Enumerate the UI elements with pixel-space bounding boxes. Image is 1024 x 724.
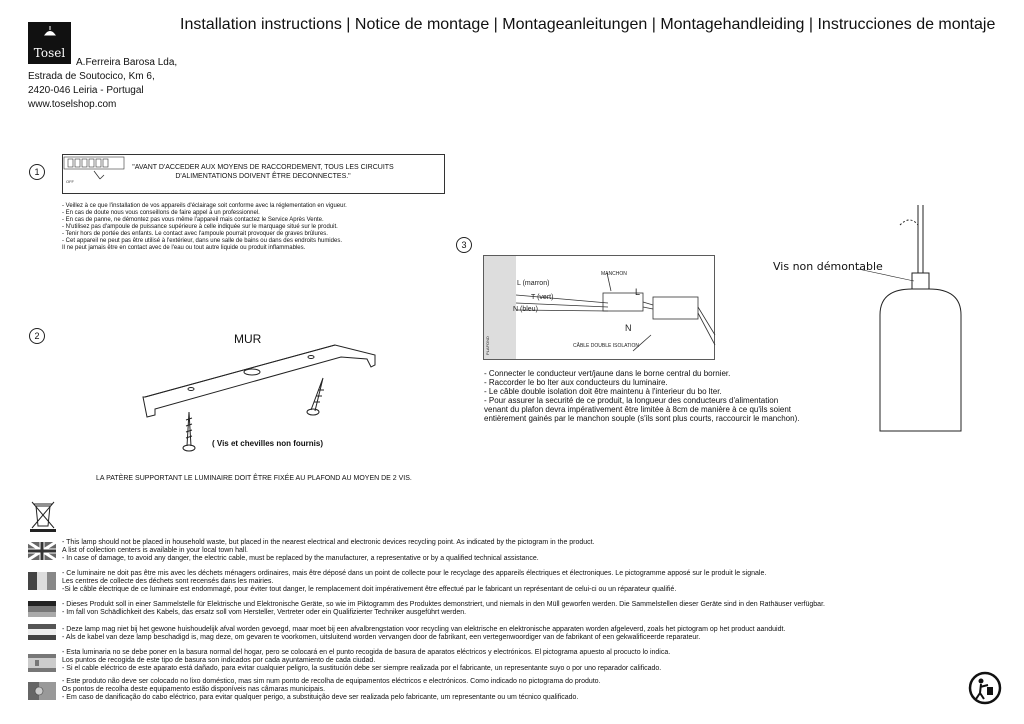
manchon-label: MANCHON — [601, 271, 627, 277]
safety-item: - Tenir hors de portée des enfants. Le contact avec l'ampoule pourrait provoquer de graves brûlures. — [62, 231, 328, 237]
warning-text: "AVANT D'ACCEDER AUX MOYENS DE RACCORDEMENT, TOUS LES CIRCUITS D'ALIMENTATIONS DOIVENT ÊTRE DECONNECTES." — [132, 164, 394, 180]
uk-flag-icon — [28, 542, 56, 560]
wiring-instruction-line: - Connecter le conducteur vert/jaune dans le borne central du bornier. — [484, 369, 731, 378]
spain-flag-icon — [28, 654, 56, 672]
company-city: 2420-046 Leiria - Portugal — [28, 85, 144, 96]
recycling-line: - Em caso de danificação do cabo eléctrico, para evitar qualquer perigo, a substituição deve ser realizada pelo fabricante, um representante ou um técnico qualificado. — [62, 694, 579, 701]
france-flag-icon — [28, 572, 56, 590]
company-website: www.toselshop.com — [28, 99, 117, 110]
recycle-person-icon — [968, 671, 1002, 705]
recycling-line: - In case of damage, to avoid any danger, the electric cable, must be replaced by the manufacturer, a representative or by a qualified technical assistance. — [62, 555, 539, 562]
recycling-text-en — [62, 539, 952, 563]
document-title: Installation instructions | Notice de montage | Montageanleitungen | Montagehandleiding | Instrucciones de montaje — [180, 16, 996, 33]
double-insulation-cable-label: CÂBLE DOUBLE ISOLATION — [573, 343, 640, 349]
netherlands-flag-icon — [28, 624, 56, 640]
recycling-line: - Esta luminaria no se debe poner en la basura normal del hogar, pero se colocará en el punto recogida de basura de aparatos eléctricos y electrónicos. El pictograma apuesto al procucto lo indica. — [62, 649, 671, 656]
germany-flag-icon — [28, 601, 56, 617]
recycling-text-es — [62, 649, 952, 673]
wiring-instruction-line: - Raccorder le bo lter aux conducteurs du luminaire. — [484, 378, 668, 387]
switch-off-label: OFF — [66, 179, 74, 184]
safety-item: - Veillez à ce que l'installation de vos appareils d'éclairage soit conforme avec la réglementation en vigueur. — [62, 203, 347, 209]
step-2-badge: 2 — [29, 328, 45, 344]
recycling-line: - Im fall von Schädlichkeit des Kabels, das ersatz soll vom Hersteller, Vertreter oder ein Qualifizierter Techniker ausgeführt werden. — [62, 609, 467, 616]
wire-t-vert-label: T (vert) — [531, 294, 554, 301]
safety-list — [62, 203, 442, 252]
recycling-text-fr — [62, 570, 952, 594]
plafond-label: PLAFOND — [485, 336, 490, 355]
wiring-diagram — [483, 255, 715, 360]
step-1-badge: 1 — [29, 164, 45, 180]
recycling-line: - Ce luminaire ne doit pas être mis avec les déchets ménagers ordinaires, mais être déposé dans un point de collecte pour le recyclage des appareils électriques et électroniques. Le pictogramme apposé sur le produit le signale. — [62, 570, 767, 577]
wiring-instruction-line: venant du plafon devra impérativement être limitée à 8cm de manière à ce qu'ils soient — [484, 405, 792, 414]
bracket-fixing-note: LA PATÈRE SUPPORTANT LE LUMINAIRE DOIT ÊTRE FIXÉE AU PLAFOND AU MOYEN DE 2 VIS. — [96, 475, 412, 482]
recycling-line: - Este produto não deve ser colocado no lixo doméstico, mas sim num ponto de recolha de equipamentos eléctricos e electrónicos. Como indicado no pictograma do produto. — [62, 678, 601, 685]
wiring-instruction-line: entièrement gainés par le manchon souple (s'ils sont plus courts, raccourcir le manchon). — [484, 414, 800, 423]
wire-n-bleu-label: N (bleu) — [513, 306, 538, 313]
recycling-line: - Als de kabel van deze lamp beschadigd is, mag deze, om gevaren te voorkomen, uitsluitend worden vervangen door de fabrikant, een vertegenwoordiger van de fabrikant of een gekwalificeerde reparateur. — [62, 634, 701, 641]
company-name: A.Ferreira Barosa Lda, — [76, 57, 178, 68]
recycling-line: Les centres de collecte des déchets sont recensés dans les mairies. — [62, 578, 274, 585]
recycling-line: - Si el cable eléctrico de este aparato está dañado, para evitar cualquier peligro, la sustitución debe ser siempre realizada por el fabricante, un representante suyo o por uno reparador calificado. — [62, 665, 662, 672]
mounting-bracket-illustration — [135, 335, 385, 420]
recycling-line: -Si le câble électrique de ce luminaire est endommagé, pour éviter tout danger, le remplacement doit impérativement être effectué par le fabricant un représentant de celui-ci ou un réparateur qualifié. — [62, 586, 677, 593]
neutral-n-label: N — [625, 323, 632, 333]
recycling-line: A list of collection centers is available in your local town hall. — [62, 547, 248, 554]
mur-label: MUR — [234, 332, 262, 346]
recycling-text-nl — [62, 626, 952, 642]
safety-item: - N'utilisez pas d'ampoule de puissance supérieure à celle indiquée sur le marquage situé sur le produit. — [62, 224, 338, 230]
recycling-line: - This lamp should not be placed in household waste, but placed in the nearest electrical and electronic devices recycling point. As indicated by the pictogram in the product. — [62, 539, 595, 546]
safety-item: - Cet appareil ne peut pas être utilisé à l'extérieur, dans une salle de bains ou dans des endroits humides. — [62, 238, 342, 244]
recycling-text-pt — [62, 678, 952, 702]
circuit-breaker-icon — [64, 157, 126, 191]
pendant-lamp-illustration — [860, 205, 970, 440]
live-l-label: L — [635, 287, 641, 297]
wiring-instructions — [484, 369, 844, 423]
tosel-logo: Tosel — [28, 22, 71, 64]
wire-l-marron-label: L (marron) — [517, 280, 550, 287]
recycling-text-de — [62, 601, 952, 617]
wiring-instruction-line: - Le câble double isolation doit être maintenu à l'interieur du bo lter. — [484, 387, 722, 396]
safety-item: - En cas de doute nous vous conseillons de faire appel à un professionnel. — [62, 210, 260, 216]
recycling-line: - Dieses Produkt soll in einer Sammelstelle für Elektrische und Elektronische Geräte, so wie im Piktogramm des Produktes demonstriert, und niemals in den Müll geworfen werden. Die Sammelstellen dieser Geräte sind in den Rathäuser verfügbar. — [62, 601, 825, 608]
safety-item: - En cas de panne, ne démontez pas vous même l'appareil mais contactez le Service Après Vente. — [62, 217, 324, 223]
safety-item: Il ne peut jamais être en contact avec de l'eau ou tout autre liquide ou produit inflammables. — [62, 245, 306, 251]
wiring-instruction-line: - Pour assurer la securité de ce produit, la longueur des conducteurs d'alimentation — [484, 396, 779, 405]
company-street: Estrada de Soutocico, Km 6, — [28, 71, 155, 82]
recycling-line: - Deze lamp mag niet bij het gewone huishoudelijk afval worden gevoegd, maar moet bij een afvalbrengstation voor recycling van elektrische en elektronische apparaten worden afgeleverd, zoals het pictogram op het product aanduidt. — [62, 626, 786, 633]
portugal-flag-icon — [28, 682, 56, 700]
recycling-line: Los puntos de recogida de este tipo de basura son indicados por cada ayuntamiento de cada ciudad. — [62, 657, 376, 664]
lamp-logo-icon — [44, 26, 54, 38]
non-removable-screw-label: Vis non démontable — [773, 260, 883, 273]
recycling-line: Os pontos de recolha deste equipamento estão disponíveis nas câmaras municipais. — [62, 686, 326, 693]
step-3-badge: 3 — [456, 237, 472, 253]
screws-not-supplied-note: ( Vis et chevilles non fournis) — [212, 439, 323, 448]
company-address — [28, 56, 177, 112]
weee-bin-icon — [28, 498, 58, 532]
screw-left-icon — [182, 410, 196, 454]
screw-right-icon — [305, 374, 329, 418]
